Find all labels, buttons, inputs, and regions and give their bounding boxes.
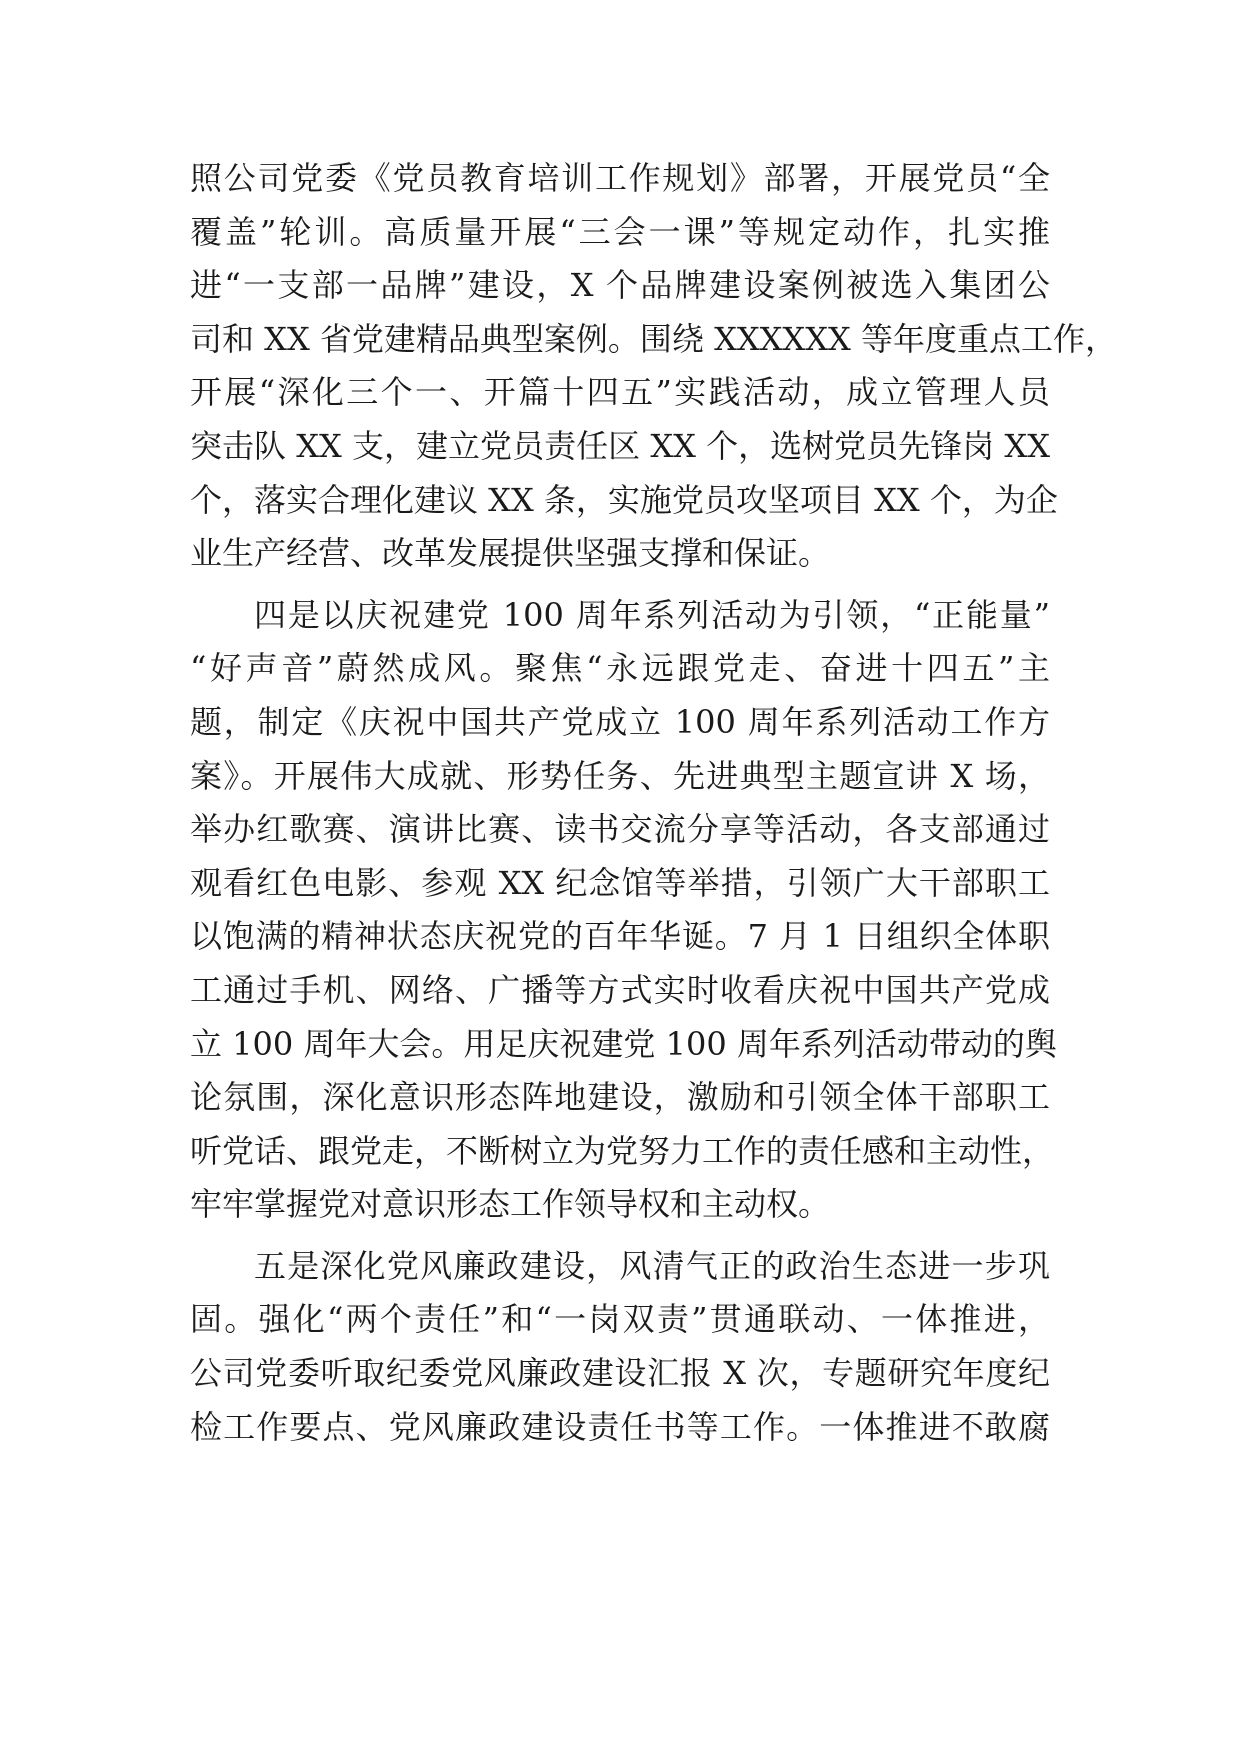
paragraph-line: 论氛围，深化意识形态阵地建设，激励和引领全体干部职工 — [190, 1078, 1050, 1117]
paragraph-line: 举办红歌赛、演讲比赛、读书交流分享等活动，各支部通过 — [190, 810, 1050, 849]
paragraph-line: 案》。开展伟大成就、形势任务、先进典型主题宣讲 X 场， — [190, 756, 1050, 795]
paragraph-line: 题，制定《庆祝中国共产党成立 100 周年系列活动工作方 — [190, 702, 1050, 741]
paragraph-line: 固。强化“两个责任”和“一岗双责”贯通联动、一体推进， — [190, 1300, 1050, 1339]
paragraph-line: 进“一支部一品牌”建设，X 个品牌建设案例被选入集团公 — [190, 266, 1050, 305]
paragraph-3 — [190, 1240, 1050, 1454]
paragraph-line: 观看红色电影、参观 XX 纪念馆等举措，引领广大干部职工 — [190, 863, 1050, 902]
paragraph-gap — [190, 581, 1050, 589]
paragraph-line: 突击队 XX 支，建立党员责任区 XX 个，选树党员先锋岗 XX — [190, 426, 1050, 465]
paragraph-line: 立 100 周年大会。用足庆祝建党 100 周年系列活动带动的舆 — [190, 1024, 1057, 1063]
paragraph-2 — [190, 589, 1057, 1232]
paragraph-1 — [190, 152, 1117, 581]
paragraph-line: 业生产经营、改革发展提供坚强支撑和保证。 — [190, 534, 831, 573]
paragraph-line: 牢牢掌握党对意识形态工作领导权和主动权。 — [190, 1185, 831, 1224]
document-body — [190, 152, 1117, 1454]
paragraph-line: 听党话、跟党走，不断树立为党努力工作的责任感和主动性， — [190, 1131, 1055, 1170]
paragraph-line: 覆盖”轮训。高质量开展“三会一课”等规定动作，扎实推 — [190, 212, 1050, 251]
paragraph-line: 开展“深化三个一、开篇十四五”实践活动，成立管理人员 — [190, 373, 1050, 412]
paragraph-line: 工通过手机、网络、广播等方式实时收看庆祝中国共产党成 — [190, 970, 1050, 1009]
paragraph-gap — [190, 1232, 1050, 1240]
paragraph-line: “好声音”蔚然成风。聚焦“永远跟党走、奋进十四五”主 — [190, 649, 1050, 688]
paragraph-line: 照公司党委《党员教育培训工作规划》部署，开展党员“全 — [190, 159, 1050, 197]
paragraph-line: 个，落实合理化建议 XX 条，实施党员攻坚项目 XX 个，为企 — [190, 480, 1058, 519]
paragraph-line: 以饱满的精神状态庆祝党的百年华诞。7 月 1 日组织全体职 — [190, 917, 1050, 956]
paragraph-line: 检工作要点、党风廉政建设责任书等工作。一体推进不敢腐 — [190, 1407, 1050, 1446]
paragraph-line: 公司党委听取纪委党风廉政建设汇报 X 次，专题研究年度纪 — [190, 1354, 1050, 1393]
paragraph-line: 五是深化党风廉政建设，风清气正的政治生态进一步巩 — [254, 1246, 1050, 1285]
paragraph-line: 四是以庆祝建党 100 周年系列活动为引领，“正能量” — [254, 595, 1050, 634]
paragraph-line: 司和 XX 省党建精品典型案例。围绕 XXXXXX 等年度重点工作， — [190, 319, 1117, 358]
